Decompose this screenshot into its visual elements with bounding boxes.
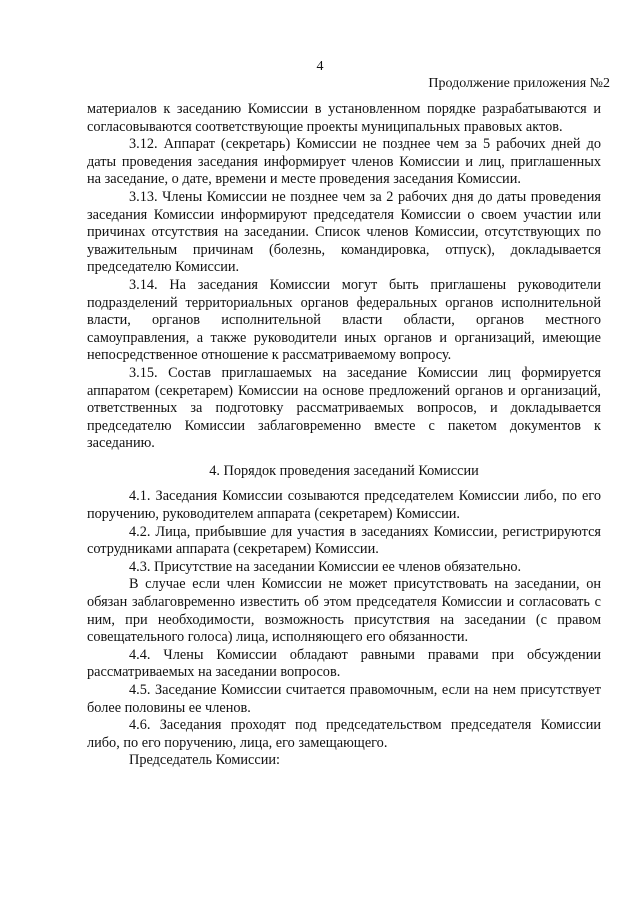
paragraph-3-12: 3.12. Аппарат (секретарь) Комиссии не позднее чем за 5 рабочих дней до даты проведения заседания информирует членов Комиссии и лиц, приглашенных на заседание, о дате, времени и месте проведения заседания Комиссии. bbox=[87, 136, 601, 188]
paragraph-4-6: 4.6. Заседания проходят под председательством председателя Комиссии либо, по его поручению, лица, его замещающего. bbox=[87, 717, 601, 751]
paragraph-4-4: 4.4. Члены Комиссии обладают равными правами при обсуждении рассматриваемых на заседании вопросов. bbox=[87, 646, 601, 681]
document-body bbox=[87, 101, 601, 770]
section-heading-4: 4. Порядок проведения заседаний Комиссии bbox=[209, 462, 479, 479]
page-number: 4 bbox=[316, 59, 324, 74]
paragraph-3-14: 3.14. На заседания Комиссии могут быть приглашены руководители подразделений территориальных органов федеральных органов исполнительной власти, органов исполнительной власти области, органов местного самоуправления, а также руководители иных органов и организаций, имеющие непосредственное отношение к рассматриваемому вопросу. bbox=[87, 276, 601, 364]
paragraph-3-15: 3.15. Состав приглашаемых на заседание Комиссии лиц формируется аппаратом (секретарем) Комиссии на основе предложений органов и организаций, ответственных за подготовку рассматриваемых вопросов, и докладывается председателю Комиссии заблаговременно вместе с пакетом документов к заседанию. bbox=[87, 364, 601, 452]
paragraph-absence: В случае если член Комиссии не может присутствовать на заседании, он обязан заблаговременно известить об этом председателя Комиссии и согласовать с ним, при необходимости, возможность присутствия на заседании (с правом совещательного голоса) лица, исполняющего его обязанности. bbox=[87, 576, 601, 646]
paragraph-3-13: 3.13. Члены Комиссии не позднее чем за 2 рабочих дня до даты проведения заседания Комиссии информируют председателя Комиссии о своем участии или причинах отсутствия на заседании. Список членов Комиссии, отсутствующих по уважительным причинам (болезнь, командировка, отпуск), докладывается председателю Комиссии. bbox=[87, 188, 601, 276]
paragraph-materials: материалов к заседанию Комиссии в установленном порядке разрабатываются и согласовываются соответствующие проекты муниципальных правовых актов. bbox=[87, 101, 601, 135]
paragraph-4-1: 4.1. Заседания Комиссии созываются председателем Комиссии либо, по его поручению, руководителем аппарата (секретарем) Комиссии. bbox=[87, 488, 601, 523]
paragraph-4-5: 4.5. Заседание Комиссии считается правомочным, если на нем присутствует более половины ее членов. bbox=[87, 682, 601, 716]
paragraph-4-3: 4.3. Присутствие на заседании Комиссии ее членов обязательно. bbox=[129, 558, 522, 575]
paragraph-4-2: 4.2. Лица, прибывшие для участия в заседаниях Комиссии, регистрируются сотрудниками аппарата (секретарем) Комиссии. bbox=[87, 523, 601, 558]
paragraph-chairman: Председатель Комиссии: bbox=[129, 752, 281, 769]
appendix-label: Продолжение приложения №2 bbox=[428, 76, 610, 91]
